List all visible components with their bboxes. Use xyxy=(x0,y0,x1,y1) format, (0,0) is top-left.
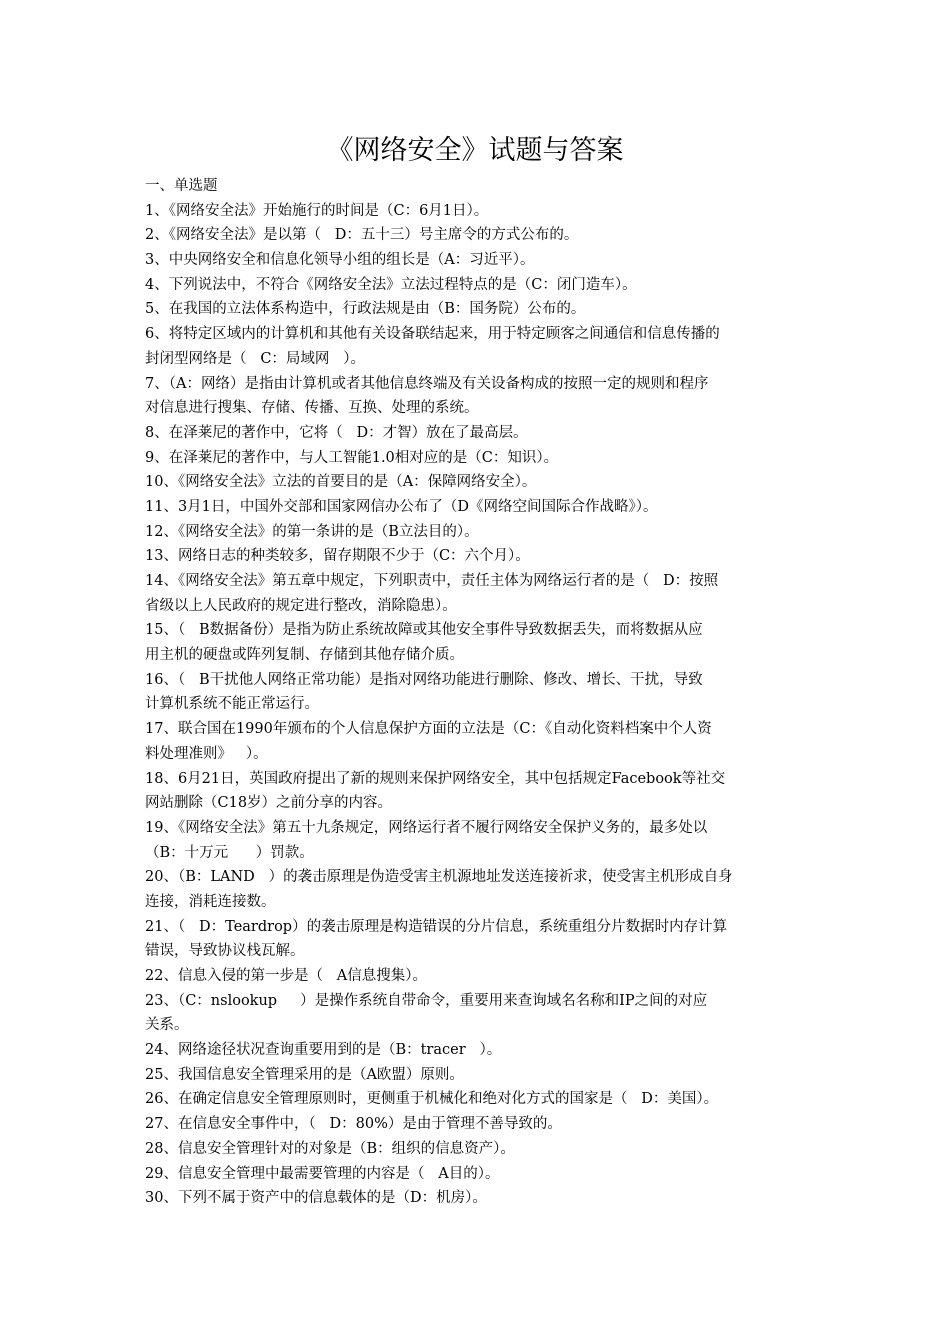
question-line: 关系。 xyxy=(145,1017,189,1034)
question-list xyxy=(145,199,810,1211)
question-line: 28、信息安全管理针对的对象是（B：组织的信息资产）。 xyxy=(145,1140,515,1157)
question-line: 16、（ B干扰他人网络正常功能）是指对网络功能进行删除、修改、增长、干扰，导致 xyxy=(145,671,703,688)
question-line: 错误，导致协议栈瓦解。 xyxy=(145,943,305,960)
question-line: 30、下列不属于资产中的信息载体的是（D：机房）。 xyxy=(145,1190,487,1207)
question-line: 3、中央网络安全和信息化领导小组的组长是（A：习近平）。 xyxy=(145,252,535,269)
question-line: 18、6月21日，英国政府提出了新的规则来保护网络安全，其中包括规定Facebook等社交 xyxy=(145,770,726,787)
question-line: 12、《网络安全法》的第一条讲的是（B立法目的）。 xyxy=(145,523,479,540)
question-line: 网站删除（C18岁）之前分享的内容。 xyxy=(145,795,393,812)
question-line: 计算机系统不能正常运行。 xyxy=(145,696,319,713)
question-line: 8、在泽莱尼的著作中，它将（ D：才智）放在了最高层。 xyxy=(145,424,528,441)
question-line: 14、《网络安全法》第五章中规定，下列职责中，责任主体为网络运行者的是（ D：按照 xyxy=(145,573,719,589)
question-line: 1、《网络安全法》开始施行的时间是（C：6月1日）。 xyxy=(145,202,489,219)
question-line: 15、（ B数据备份）是指为防止系统故障或其他安全事件导致数据丢失，而将数据从应 xyxy=(145,622,703,639)
question-line: 料处理准则》 ）。 xyxy=(145,745,268,762)
document-title: 《网络安全》试题与答案 xyxy=(326,135,624,166)
question-line: 13、网络日志的种类较多，留存期限不少于（C：六个月）。 xyxy=(145,548,530,565)
question-line: 6、将特定区域内的计算机和其他有关设备联结起来，用于特定顾客之间通信和信息传播的 xyxy=(145,326,720,343)
question-line: 17、联合国在1990年颁布的个人信息保护方面的立法是（C：《自动化资料档案中个人资 xyxy=(145,721,712,738)
question-line: 7、（A：网络）是指由计算机或者其他信息终端及有关设备构成的按照一定的规则和程序 xyxy=(145,375,709,392)
question-line: 27、在信息安全事件中，（ D：80%）是由于管理不善导致的。 xyxy=(145,1116,562,1133)
question-line: 9、在泽莱尼的著作中，与人工智能1.0相对应的是（C：知识）。 xyxy=(145,449,559,466)
question-line: 26、在确定信息安全管理原则时，更侧重于机械化和绝对化方式的国家是（ D：美国）。 xyxy=(145,1091,719,1108)
question-line: 21、（ D：Teardrop）的袭击原理是构造错误的分片信息，系统重组分片数据时内存计算 xyxy=(145,918,728,935)
question-line: （B：十万元 ）罚款。 xyxy=(145,844,314,861)
question-line: 11、3月1日，中国外交部和国家网信办公布了（D《网络空间国际合作战略》）。 xyxy=(145,498,658,515)
question-line: 2、《网络安全法》是以第（ D：五十三）号主席令的方式公布的。 xyxy=(145,227,579,244)
question-line: 4、下列说法中，不符合《网络安全法》立法过程特点的是（C：闭门造车）。 xyxy=(145,276,637,293)
question-line: 封闭型网络是（ C：局域网 ）。 xyxy=(145,350,365,367)
question-line: 25、我国信息安全管理采用的是（A欧盟）原则。 xyxy=(145,1066,464,1083)
question-line: 20、（B：LAND ）的袭击原理是伪造受害主机源地址发送连接祈求，使受害主机形成自身 xyxy=(145,869,733,886)
question-line: 19、《网络安全法》第五十九条规定，网络运行者不履行网络安全保护义务的，最多处以 xyxy=(145,819,708,836)
question-line: 省级以上人民政府的规定进行整改，消除隐患）。 xyxy=(145,597,457,614)
question-line: 对信息进行搜集、存储、传播、互换、处理的系统。 xyxy=(145,400,479,417)
question-line: 用主机的硬盘或阵列复制、存储到其他存储介质。 xyxy=(145,647,464,664)
question-line: 10、《网络安全法》立法的首要目的是（A：保障网络安全）。 xyxy=(145,474,537,491)
question-line: 22、信息入侵的第一步是（ A信息搜集）。 xyxy=(145,968,427,984)
question-line: 29、信息安全管理中最需要管理的内容是（ A目的）。 xyxy=(145,1165,500,1182)
document-body xyxy=(145,174,810,1211)
question-line: 23、（C：nslookup ）是操作系统自带命令，重要用来查询域名名称和IP之间的对应 xyxy=(145,992,708,1009)
question-line: 5、在我国的立法体系构造中，行政法规是由（B：国务院）公布的。 xyxy=(145,301,586,318)
question-line: 24、网络途径状况查询重要用到的是（B：tracer ）。 xyxy=(145,1042,502,1059)
section-heading: 一、单选题 xyxy=(145,178,218,194)
question-line: 连接，消耗连接数。 xyxy=(145,893,276,910)
